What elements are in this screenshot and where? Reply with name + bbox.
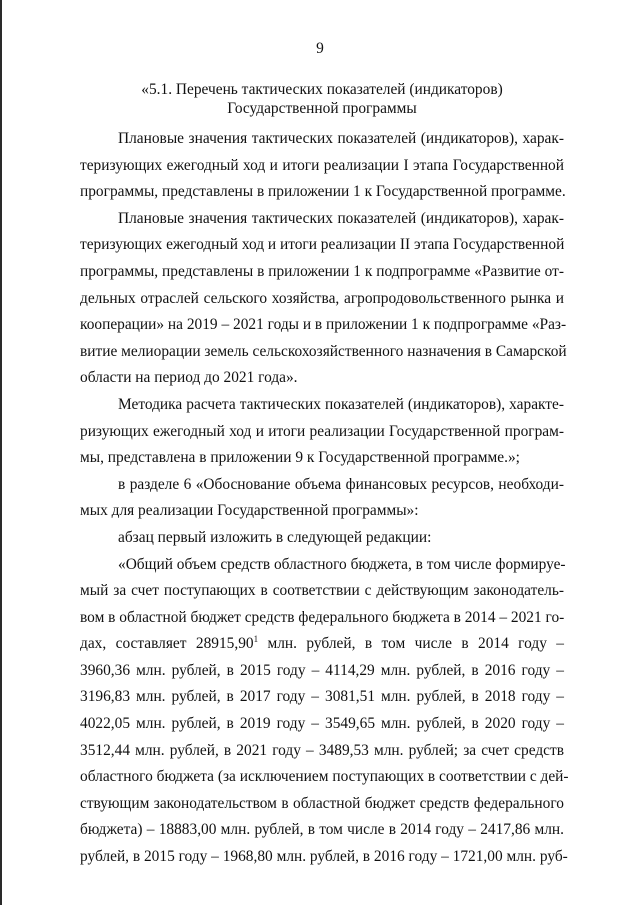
paragraph-2-line-7: области на период до 2021 года».	[80, 369, 298, 387]
paragraph-6-line-4	[80, 631, 564, 658]
paragraph-5-line-1: абзац первый изложить в следующей редакции:	[118, 528, 432, 546]
paragraph-3-line-2: ризующих ежегодный ход и итоги реализации Государственной програм-	[80, 422, 564, 440]
paragraph-6-line-6: 3196,83 млн. рублей, в 2017 году – 3081,51 млн. рублей, в 2018 году –	[80, 688, 564, 706]
paragraph-3-line-1: Методика расчета тактических показателей (индикаторов), характе-	[118, 395, 564, 413]
paragraph-3-line-3: мы, представлена в приложении 9 к Государственной программе.»;	[80, 449, 520, 467]
paragraph-2-line-4: дельных отраслей сельского хозяйства, агропродовольственного рынка и	[80, 289, 564, 307]
paragraph-6-line-7: 4022,05 млн. рублей, в 2019 году – 3549,65 млн. рублей, в 2020 году –	[80, 715, 564, 733]
paragraph-6-line-2: мый за счет поступающих в соответствии с действующим законодатель-	[80, 582, 564, 600]
section-heading	[80, 80, 564, 118]
section-heading-line-1: «5.1. Перечень тактических показателей (индикаторов)	[141, 81, 503, 98]
paragraph-6-line-4-tail: млн. рублей, в том числе в 2014 году –	[258, 635, 564, 653]
paragraph-6-line-4-head: дах, составляет 28915,90	[80, 635, 254, 653]
paragraph-6-line-10: ствующим законодательством в областной бюджет средств федерального	[80, 794, 564, 812]
paragraph-4-line-1: в разделе 6 «Обоснование объема финансовых ресурсов, необходи-	[118, 475, 564, 493]
paragraph-6-line-1: «Общий объем средств областного бюджета, в том числе формируе-	[118, 555, 566, 573]
paragraph-6-line-3: вом в областной бюджет средств федерального бюджета в 2014 – 2021 го-	[80, 608, 565, 626]
paragraph-6-line-5: 3960,36 млн. рублей, в 2015 году – 4114,29 млн. рублей, в 2016 году –	[80, 661, 564, 679]
footnote-mark: 1	[253, 634, 259, 645]
paragraph-6-line-9: областного бюджета (за исключением поступающих в соответствии с дей-	[80, 768, 569, 786]
paragraph-1-line-3: программы, представлены в приложении 1 к Государственной программе.	[80, 183, 566, 201]
paragraph-6-line-11: бюджета) – 18883,00 млн. рублей, в том числе в 2014 году – 2417,86 млн.	[80, 821, 564, 839]
page-number: 9	[316, 40, 324, 57]
section-heading-line-2: Государственной программы	[227, 100, 417, 117]
paragraph-2-line-3: программы, представлены в приложении 1 к подпрограмме «Развитие от-	[80, 262, 564, 280]
paragraph-2-line-2: теризующих ежегодный ход и итоги реализации II этапа Государственной	[80, 236, 565, 254]
paragraph-6-line-8: 3512,44 млн. рублей, в 2021 году – 3489,53 млн. рублей; за счет средств	[80, 741, 564, 759]
body-text	[80, 126, 569, 871]
paragraph-4-line-2: мых для реализации Государственной программы»:	[80, 502, 419, 520]
paragraph-1-line-2: теризующих ежегодный ход и итоги реализации I этапа Государственной	[80, 156, 564, 174]
paragraph-1-line-1: Плановые значения тактических показателей (индикаторов), харак-	[118, 130, 564, 147]
scan-edge-line	[0, 0, 2, 905]
paragraph-2-line-5: кооперации» на 2019 – 2021 годы и в приложении 1 к подпрограмме «Раз-	[80, 316, 567, 334]
paragraph-6-line-12: рублей, в 2015 году – 1968,80 млн. рублей, в 2016 году – 1721,00 млн. руб-	[80, 848, 568, 866]
paragraph-2-line-1: Плановые значения тактических показателей (индикаторов), харак-	[118, 209, 564, 227]
paragraph-2-line-6: витие мелиорации земель сельскохозяйственного назначения в Самарской	[80, 342, 567, 360]
